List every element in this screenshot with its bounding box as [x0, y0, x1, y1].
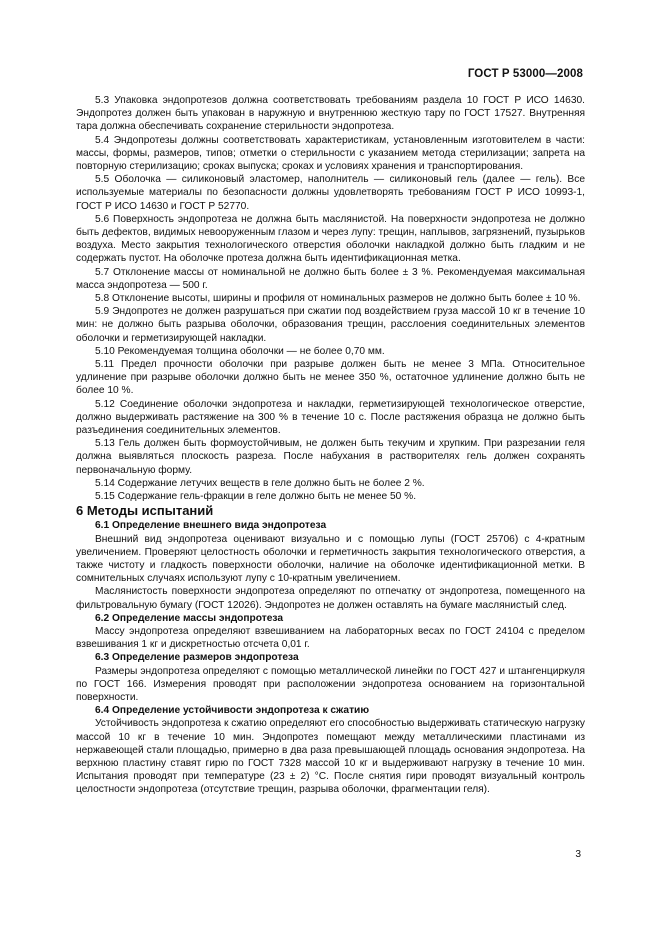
paragraph-6-1-b: Маслянистость поверхности эндопротеза определяют по отпечатку от эндопротеза, помещенного на фильтровальную бумагу (ГОСТ 12026). Эндопротез не должен оставлять на бумаге маслянистый след. — [76, 586, 585, 611]
subsection-6-2-title: 6.2 Определение массы эндопротеза — [95, 612, 284, 624]
paragraph-5-7: 5.7 Отклонение массы от номинальной не должно быть более ± 3 %. Рекомендуемая максимальная масса эндопротеза — 500 г. — [76, 266, 585, 291]
document-code-header: ГОСТ Р 53000—2008 — [467, 68, 583, 80]
paragraph-5-11: 5.11 Предел прочности оболочки при разрыве должен быть не менее 3 МПа. Относительное удлинение при разрыве оболочки должно быть не менее 350 %, остаточное удлинение должно быть не более 10 %. — [76, 359, 585, 397]
paragraph-5-8: 5.8 Отклонение высоты, ширины и профиля от номинальных размеров не должно быть более ± 10 %. — [95, 293, 581, 305]
paragraph-5-14: 5.14 Содержание летучих веществ в геле должно быть не более 2 %. — [95, 477, 425, 489]
document-body — [76, 94, 585, 797]
paragraph-5-5: 5.5 Оболочка — силиконовый эластомер, наполнитель — силиконовый гель (далее — гель). Все используемые материалы по безопасности должны удовлетворять требованиям ГОСТ Р ИСО 10993-1, ГОСТ Р ИСО 14630 и ГОСТ Р 52770. — [76, 174, 585, 212]
paragraph-5-15: 5.15 Содержание гель-фракции в геле должно быть не менее 50 %. — [95, 491, 417, 503]
paragraph-5-6: 5.6 Поверхность эндопротеза не должна быть маслянистой. На поверхности эндопротеза не должно быть дефектов, видимых невооруженным глазом и через лупу: трещин, наплывов, загрязнений, пузырьков воздуха. Место закрытия технологического отверстия оболочки накладкой должно быть гладким и не содержать пустот. На оболочке протеза должна быть идентификационная метка. — [76, 213, 585, 265]
subsection-6-1-title: 6.1 Определение внешнего вида эндопротеза — [95, 520, 327, 532]
paragraph-5-10: 5.10 Рекомендуемая толщина оболочки — не более 0,70 мм. — [95, 345, 385, 357]
paragraph-5-4: 5.4 Эндопротезы должны соответствовать характеристикам, установленным изготовителем в части: массы, формы, размеров, типов; отметки о стерильности с указанием метода стерилизации; запрета на повторную стерилизацию; сроках выпуска; сроках и условиях хранения и транспортирования. — [76, 134, 585, 173]
paragraph-6-3: Размеры эндопротеза определяют с помощью металлической линейки по ГОСТ 427 и штангенциркуля по ГОСТ 166. Измерения проводят при расположении эндопротеза основанием на горизонтальной поверхности. — [76, 665, 585, 703]
paragraph-5-9: 5.9 Эндопротез не должен разрушаться при сжатии под воздействием груза массой 10 кг в течение 10 мин: не должно быть разрыва оболочки, образования трещин, расслоения соединительных элементов оболочки и герметизирующей накладки. — [76, 306, 585, 344]
paragraph-6-1-a: Внешний вид эндопротеза оценивают визуально и с помощью лупы (ГОСТ 25706) с 4-кратным увеличением. Проверяют целостность оболочки и герметичность закрытия технологического отверстия, а также чистоту и гладкость поверхности оболочки, наличие на оболочке идентификационной метки. В сомнительных случаях используют лупу с 10-кратным увеличением. — [76, 533, 585, 585]
paragraph-5-3: 5.3 Упаковка эндопротезов должна соответствовать требованиям раздела 10 ГОСТ Р ИСО 14630. Эндопротез должен быть упакован в наружную и внутреннюю жесткую тару по ГОСТ 17527. Внутренняя тара должна обеспечивать сохранение стерильности эндопротеза. — [76, 95, 585, 133]
section-6-title: 6 Методы испытаний — [76, 503, 214, 519]
paragraph-5-12: 5.12 Соединение оболочки эндопротеза и накладки, герметизирующей технологическое отверстие, должно выдерживать растяжение на 300 % в течение 10 с. После растяжения образца не должно быть разъединения соединительных элементов. — [76, 398, 585, 437]
subsection-6-4-title: 6.4 Определение устойчивости эндопротеза к сжатию — [95, 705, 370, 717]
paragraph-6-4: Устойчивость эндопротеза к сжатию определяют его способностью выдерживать статическую нагрузку массой 10 кг в течение 10 мин. Эндопротез помещают между металлическими пластинами из нержавеющей стали площадью, примерно в два раза превышающей площадь основания эндопротеза. На верхнюю пластину ставят гирю по ГОСТ 7328 массой 10 кг и выдерживают нагрузку в течение 10 мин. Испытания проводят при температуре (23 ± 2) °С. После снятия гири проводят визуальный контроль целостности эндопротеза (отсутствие трещин, разрыва оболочки, фрагментации геля). — [76, 718, 585, 796]
paragraph-5-13: 5.13 Гель должен быть формоустойчивым, не должен быть текучим и хрупким. При разрезании геля должна выявляться плоскость разреза. После набухания в растворителях гель должен сохранять первоначальную форму. — [76, 438, 585, 476]
subsection-6-3-title: 6.3 Определение размеров эндопротеза — [95, 652, 299, 664]
paragraph-6-2: Массу эндопротеза определяют взвешиванием на лабораторных весах по ГОСТ 24104 с пределом взвешивания 1 кг и дискретностью отсчета 0,01 г. — [76, 625, 585, 651]
page-number: 3 — [575, 849, 581, 860]
